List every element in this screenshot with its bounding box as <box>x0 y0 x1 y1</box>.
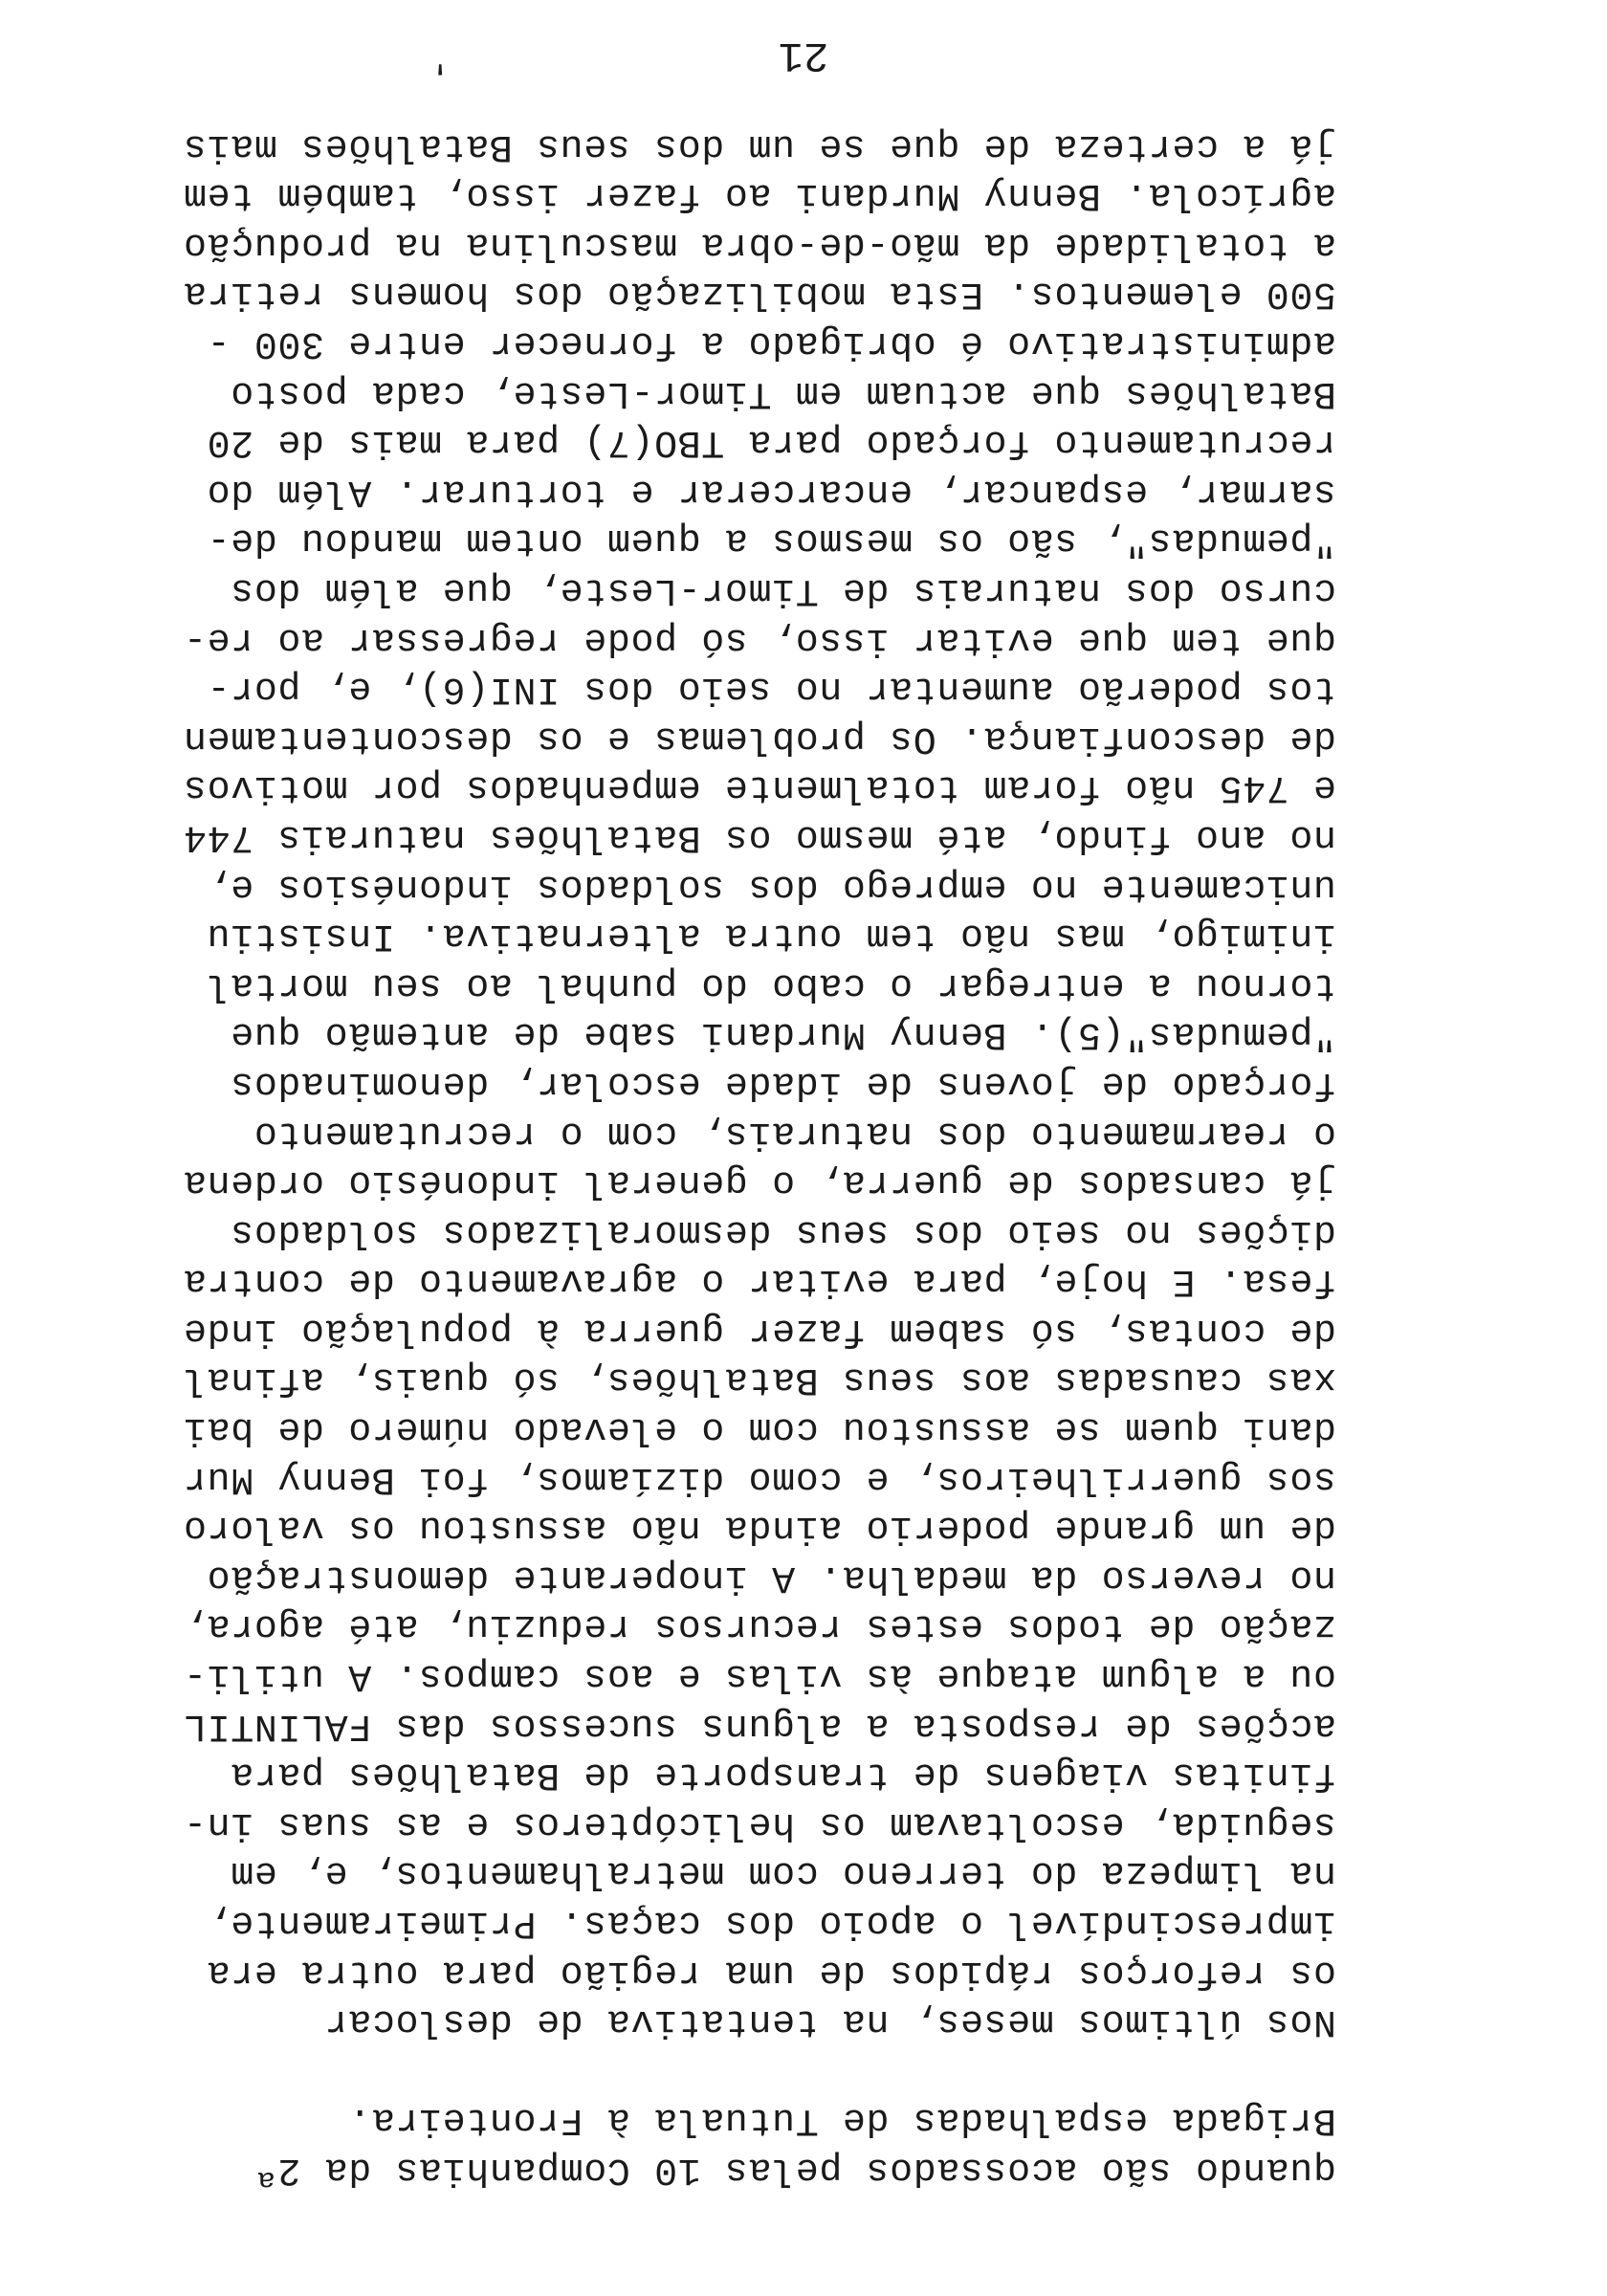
text-line: tornou a entregar o cabo do punhal ao seu mortal <box>207 962 1336 1006</box>
text-line: Brigada espalhadas de Tutuala à Fronteira. <box>347 2098 1336 2142</box>
text-line: dições no seio dos seus desmoralizados soldados <box>230 1209 1336 1253</box>
text-line: no reverso da medalha. A inoperante demonstração <box>207 1555 1336 1599</box>
text-line: seguida, escoltavam os helicópteros e as suas in- <box>183 1801 1336 1845</box>
text-line: de um grande poderio ainda não assustou os valoro <box>183 1506 1336 1550</box>
text-line: administrativo é obrigado a fornecer entre 300 - <box>207 321 1336 365</box>
text-line: que tem que evitar isso, só pode regressar ao re- <box>183 617 1336 661</box>
text-line: acções de resposta a alguns sucessos das FALINTIL <box>183 1703 1336 1747</box>
text-line: unicamente no emprego dos soldados indonésios e, <box>207 864 1336 908</box>
text-line: 500 elementos. Esta mobilização dos homens retira <box>183 272 1336 316</box>
text-line: tos poderão aumentar no seio dos INI(6), e, por- <box>207 667 1336 711</box>
text-line: inimigo, mas não tem outra alternativa. Insistiu <box>207 914 1336 958</box>
text-line: finitas viagens de transporte de Batalhões para <box>230 1753 1336 1797</box>
stray-mark: ' <box>429 39 451 78</box>
text-line: a totalidade da mão-de-obra masculina na produção <box>183 222 1336 266</box>
text-line: xas causadas aos seus Batalhões, só quais, afinal <box>183 1358 1336 1402</box>
text-line: já a certeza de que se um dos seus Batalhões mais <box>183 123 1336 167</box>
text-line: Nos últimos meses, na tentativa de deslocar <box>324 1999 1336 2043</box>
body-text <box>93 121 1336 2194</box>
text-line: forçado de jovens de idade escolar, denominados <box>230 1061 1336 1105</box>
text-line: sarmar, espancar, encarcerar e torturar. Além do <box>207 469 1336 513</box>
page-number: 21 <box>778 31 829 78</box>
text-line: já cansados de guerra, o general indonésio ordena <box>183 1160 1336 1204</box>
text-line: sos guerrilheiros, e como dizíamos, foi Benny Mur <box>183 1456 1336 1500</box>
text-line: zação de todos estes recursos reduziu, até agora, <box>183 1604 1336 1648</box>
text-line: e 745 não foram totalmente empenhados por motivos <box>183 765 1336 809</box>
text-line: agrícola. Benny Murdani ao fazer isso, também tem <box>183 173 1336 217</box>
text-line: ou a algum ataque às vilas e aos campos. A utili- <box>183 1654 1336 1698</box>
text-line: os reforços rápidos de uma região para outra era <box>207 1950 1336 1994</box>
text-line: imprescindível o apoio dos caças. Primeiramente, <box>207 1901 1336 1945</box>
text-line: de contas, só sabem fazer guerra à população inde <box>183 1308 1336 1352</box>
text-line: no ano findo, até mesmo os Batalhões naturais 744 <box>183 814 1336 858</box>
text-line: dani quem se assustou com o elevado número de bai <box>183 1407 1336 1451</box>
text-line: recrutamento forçado para TBO(7) para mais de 20 <box>207 420 1336 464</box>
text-line: de desconfiança. Os problemas e os descontentamen <box>183 716 1336 760</box>
text-line: fesa. E hoje, para evitar o agravamento de contra <box>183 1259 1336 1303</box>
text-line: o rearmamento dos naturais, com o recrutamento <box>253 1111 1336 1155</box>
text-line: "pemudas"(5). Benny Murdani sabe de antemão que <box>230 1012 1336 1056</box>
text-line <box>93 2045 1336 2095</box>
text-line: quando são acossados pelas 10 Companhias da 2ª <box>253 2148 1336 2191</box>
text-line: Batalhões que actuam em Timor-Leste, cada posto <box>230 370 1336 414</box>
text-line: na limpeza do terreno com metralhamentos, e, em <box>230 1851 1336 1895</box>
text-line: "pemudas", são os mesmos a quem ontem mandou de- <box>207 519 1336 563</box>
text-line: curso dos naturais de Timor-Leste, que além dos <box>230 568 1336 611</box>
